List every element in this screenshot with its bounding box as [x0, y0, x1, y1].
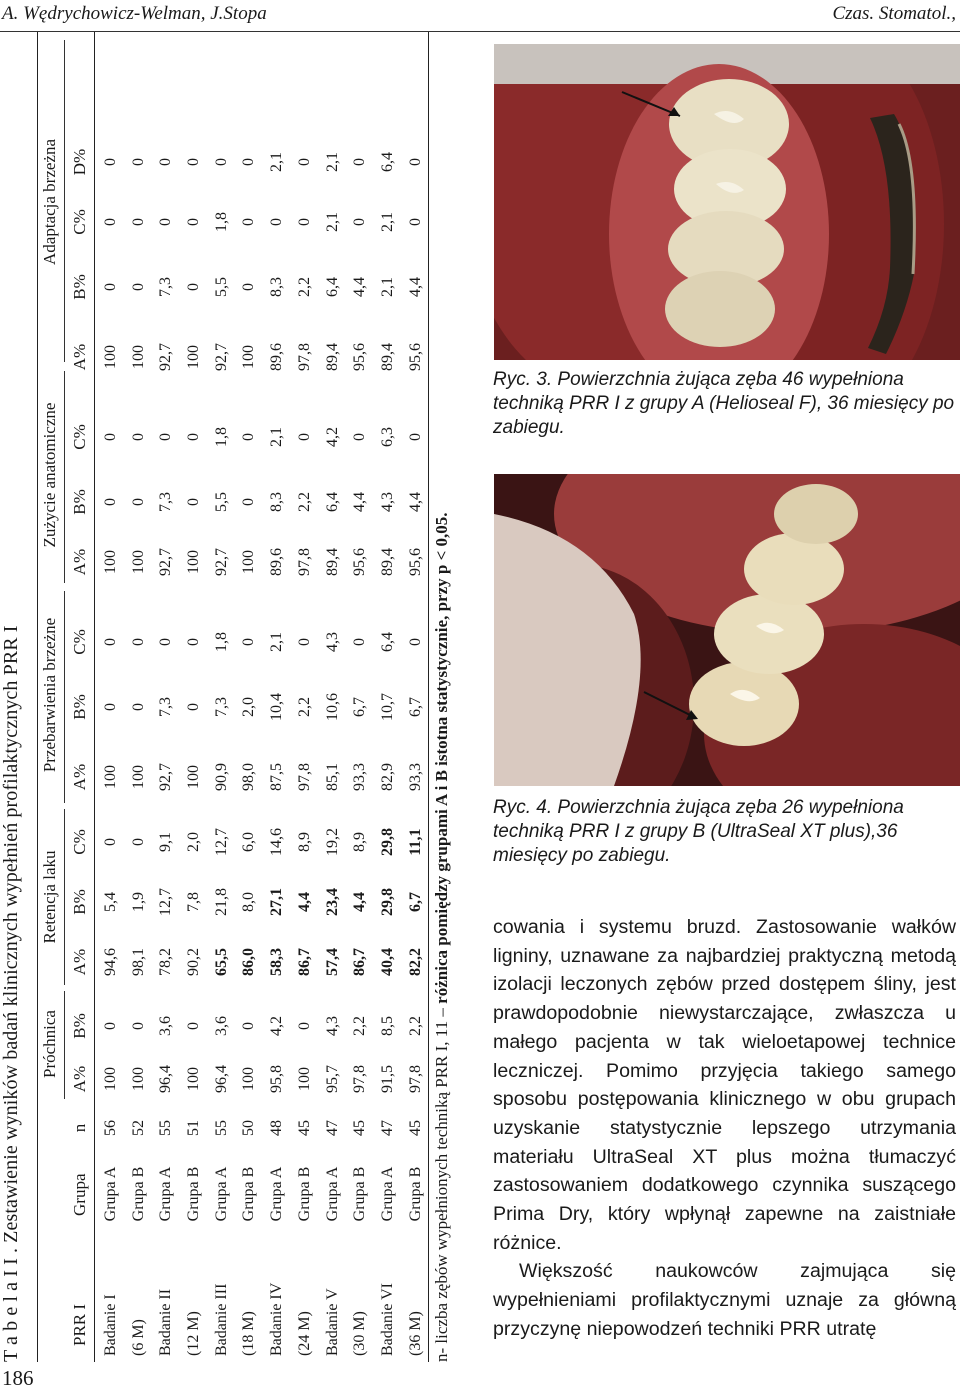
- figure-3-caption: Ryc. 3. Powierzchnia żująca zęba 46 wypełniona techniką PRR I z grupy A (Helioseal F), 36 miesięcy po zabiegu.: [493, 369, 955, 438]
- value-cell: 6,7: [406, 697, 424, 717]
- value-cell: 0: [268, 218, 286, 226]
- group-cell: Grupa A: [323, 1166, 341, 1222]
- tooth-crown: [774, 484, 858, 544]
- clinical-photo-tooth-26-image: [494, 474, 960, 786]
- value-cell: 97,8: [295, 343, 313, 371]
- study-cell: Badanie II: [157, 1288, 175, 1356]
- n-cell: 50: [240, 1120, 258, 1136]
- value-cell: 0: [240, 283, 258, 291]
- value-cell: 3,6: [212, 1016, 230, 1036]
- value-cell: 29,8: [378, 888, 396, 916]
- value-cell: 0: [406, 638, 424, 646]
- value-cell: 100: [102, 765, 119, 789]
- group-cell: Grupa A: [378, 1166, 396, 1222]
- table-row: [291, 32, 319, 1362]
- value-cell: 0: [185, 158, 203, 166]
- clinical-photo-tooth-46: [494, 44, 960, 360]
- n-cell: 48: [268, 1120, 286, 1136]
- value-cell: 90,9: [212, 763, 230, 791]
- value-cell: 0: [295, 158, 313, 166]
- value-cell: 92,7: [212, 548, 230, 576]
- table-row: [152, 32, 180, 1362]
- study-cell: Badanie I: [102, 1294, 119, 1356]
- value-cell: 95,7: [323, 1065, 341, 1093]
- category-header-adaptation: Adaptacja brzeżna: [40, 139, 59, 265]
- value-cell: 8,0: [240, 892, 258, 912]
- value-cell: 100: [129, 765, 147, 789]
- value-cell: 7,8: [185, 892, 203, 912]
- value-cell: 1,8: [212, 427, 230, 447]
- n-cell: 52: [129, 1120, 147, 1136]
- value-cell: 11,1: [406, 828, 424, 856]
- group-cell: Grupa B: [129, 1166, 147, 1222]
- study-cell: (36 M): [406, 1311, 424, 1356]
- figure-4-caption: Ryc. 4. Powierzchnia żująca zęba 26 wypełniona techniką PRR I z grupy B (UltraSeal XT plus),36 miesięcy po zabiegu.: [493, 797, 904, 866]
- value-cell: 6,0: [240, 832, 258, 852]
- value-cell: 0: [102, 433, 119, 441]
- value-cell: 0: [295, 218, 313, 226]
- value-cell: 100: [185, 550, 203, 574]
- value-cell: 29,8: [378, 828, 396, 856]
- value-cell: 100: [129, 550, 147, 574]
- value-cell: 100: [240, 550, 258, 574]
- value-cell: 0: [295, 1022, 313, 1030]
- value-cell: 4,2: [268, 1016, 286, 1036]
- value-cell: 86,0: [240, 948, 258, 976]
- value-cell: 93,3: [351, 763, 369, 791]
- value-cell: 95,6: [406, 343, 424, 371]
- value-cell: 0: [406, 218, 424, 226]
- value-cell: 0: [129, 638, 147, 646]
- value-cell: 5,4: [102, 892, 119, 912]
- value-cell: 0: [102, 498, 119, 506]
- value-cell: 0: [129, 703, 147, 711]
- n-cell: 45: [295, 1120, 313, 1136]
- value-cell: 7,3: [157, 492, 175, 512]
- value-cell: 0: [129, 1022, 147, 1030]
- value-cell: 95,6: [351, 548, 369, 576]
- value-cell: 100: [129, 1067, 147, 1091]
- value-cell: 97,8: [406, 1065, 424, 1093]
- value-cell: 2,2: [295, 277, 313, 297]
- table-bottom-rule: [428, 32, 429, 1362]
- category-header-discoloration: Przebarwienia brzeżne: [40, 617, 59, 773]
- tooth-crown: [665, 271, 775, 347]
- group-cell: Grupa A: [157, 1166, 175, 1222]
- value-cell: 97,8: [351, 1065, 369, 1093]
- value-cell: 89,4: [378, 343, 396, 371]
- value-cell: 96,4: [212, 1065, 230, 1093]
- value-cell: 95,8: [268, 1065, 286, 1093]
- value-cell: 0: [406, 158, 424, 166]
- category-rule: [64, 591, 65, 803]
- value-cell: 87,5: [268, 763, 286, 791]
- value-cell: 2,1: [268, 152, 286, 172]
- value-cell: 98,0: [240, 763, 258, 791]
- study-cell: Badanie IV: [268, 1282, 286, 1356]
- value-cell: 2,2: [406, 1016, 424, 1036]
- group-cell: Grupa B: [406, 1166, 424, 1222]
- n-cell: 45: [351, 1120, 369, 1136]
- study-cell: (24 M): [295, 1311, 313, 1356]
- sub-header-cell: B%: [70, 274, 89, 300]
- value-cell: 2,1: [378, 277, 396, 297]
- table-caption: T a b e l a I I . Zestawienie wyników badań klinicznych wypełnień profilaktycznych PRR I: [0, 625, 22, 1362]
- value-cell: 89,4: [323, 343, 341, 371]
- value-cell: 100: [185, 345, 203, 369]
- value-cell: 2,1: [378, 212, 396, 232]
- value-cell: 8,9: [295, 832, 313, 852]
- value-cell: 0: [102, 218, 119, 226]
- category-header-wear: Zużycie anatomiczne: [40, 402, 59, 548]
- n-cell: 47: [323, 1120, 341, 1136]
- value-cell: 90,2: [185, 948, 203, 976]
- clinical-photo-tooth-26: [494, 474, 960, 786]
- value-cell: 0: [129, 283, 147, 291]
- value-cell: 0: [185, 1022, 203, 1030]
- value-cell: 3,6: [157, 1016, 175, 1036]
- running-header-journal: Czas. Stomatol.,: [832, 3, 956, 24]
- value-cell: 4,2: [323, 427, 341, 447]
- value-cell: 0: [129, 838, 147, 846]
- value-cell: 89,4: [378, 548, 396, 576]
- category-rule: [64, 40, 65, 362]
- value-cell: 4,4: [351, 277, 369, 297]
- value-cell: 0: [129, 158, 147, 166]
- value-cell: 96,4: [157, 1065, 175, 1093]
- value-cell: 98,1: [129, 948, 147, 976]
- category-rule: [64, 809, 65, 985]
- n-cell: 55: [212, 1120, 230, 1136]
- value-cell: 0: [157, 638, 175, 646]
- value-cell: 1,9: [129, 892, 147, 912]
- value-cell: 7,3: [212, 697, 230, 717]
- study-cell: (6 M): [129, 1319, 147, 1356]
- value-cell: 0: [102, 703, 119, 711]
- col-header-n: n: [70, 1123, 89, 1133]
- value-cell: 0: [240, 498, 258, 506]
- value-cell: 65,5: [212, 948, 230, 976]
- value-cell: 27,1: [268, 888, 286, 916]
- value-cell: 9,1: [157, 832, 175, 852]
- value-cell: 0: [240, 638, 258, 646]
- table-row: [180, 32, 208, 1362]
- value-cell: 0: [185, 283, 203, 291]
- category-rule: [64, 371, 65, 583]
- group-cell: Grupa B: [351, 1166, 369, 1222]
- value-cell: 2,2: [295, 492, 313, 512]
- value-cell: 100: [240, 1067, 258, 1091]
- value-cell: 100: [102, 345, 119, 369]
- value-cell: 4,4: [351, 492, 369, 512]
- table-row: [346, 32, 374, 1362]
- value-cell: 100: [185, 1067, 203, 1091]
- sub-header-cell: B%: [70, 489, 89, 515]
- value-cell: 14,6: [268, 828, 286, 856]
- value-cell: 6,4: [378, 632, 396, 652]
- clinical-photo-tooth-46-image: [494, 44, 960, 360]
- value-cell: 0: [240, 158, 258, 166]
- n-cell: 51: [185, 1120, 203, 1136]
- value-cell: 92,7: [212, 343, 230, 371]
- value-cell: 85,1: [323, 763, 341, 791]
- value-cell: 92,7: [157, 343, 175, 371]
- value-cell: 0: [157, 433, 175, 441]
- value-cell: 0: [129, 433, 147, 441]
- category-header-caries: Próchnica: [40, 1010, 59, 1078]
- value-cell: 0: [129, 218, 147, 226]
- tooth-crown: [714, 594, 824, 674]
- sub-header-cell: C%: [70, 209, 89, 235]
- value-cell: 2,1: [323, 152, 341, 172]
- value-cell: 86,7: [295, 948, 313, 976]
- value-cell: 0: [185, 638, 203, 646]
- value-cell: 0: [351, 638, 369, 646]
- group-cell: Grupa A: [268, 1166, 286, 1222]
- value-cell: 0: [102, 638, 119, 646]
- sub-header-cell: A%: [70, 948, 89, 976]
- table-row: [319, 32, 347, 1362]
- running-header-authors: A. Wędrychowicz-Welman, J.Stopa: [2, 3, 267, 24]
- table-row: [235, 32, 263, 1362]
- value-cell: 82,2: [406, 948, 424, 976]
- tooth-crown: [744, 533, 844, 605]
- value-cell: 0: [351, 433, 369, 441]
- table-row: [402, 32, 430, 1362]
- value-cell: 6,4: [323, 277, 341, 297]
- body-paragraph: cowania i systemu bruzd. Zastosowanie wałków ligniny, uznawane za najbardziej praktyczną metodą izolacji leczonych zębów przed dostępem śliny, jest prawdopodobnie niewystarczające, zwłaszcza u małego pacjenta w tak wieloetapowej technice leczniczej. Pomimo przyjęcia takiego samego sposobu postępowania klinicznego w obu grupach uzyskanie statystycznie lepszego utrzymania materiału UltraSeal XT plus można tłumaczyć zastosowaniem dodatkowego czynnika suszącego Prima Dry, który wpłynął zapewne na zaistniałe różnice.: [493, 916, 956, 1254]
- col-header-group: Grupa: [70, 1173, 89, 1216]
- category-header-retention: Retencja laku: [40, 850, 59, 944]
- value-cell: 5,5: [212, 492, 230, 512]
- group-cell: Grupa A: [102, 1166, 119, 1222]
- value-cell: 0: [295, 433, 313, 441]
- value-cell: 100: [295, 1067, 313, 1091]
- value-cell: 4,3: [323, 1016, 341, 1036]
- value-cell: 86,7: [351, 948, 369, 976]
- value-cell: 2,1: [268, 632, 286, 652]
- value-cell: 2,0: [185, 832, 203, 852]
- value-cell: 94,6: [102, 948, 119, 976]
- value-cell: 6,4: [323, 492, 341, 512]
- value-cell: 10,7: [378, 693, 396, 721]
- study-cell: (18 M): [240, 1311, 258, 1356]
- value-cell: 82,9: [378, 763, 396, 791]
- value-cell: 89,6: [268, 343, 286, 371]
- table-top-rule: [37, 32, 38, 1362]
- page-number: 186: [2, 1366, 34, 1390]
- sub-header-cell: A%: [70, 763, 89, 791]
- value-cell: 0: [157, 158, 175, 166]
- sub-header-cell: C%: [70, 829, 89, 855]
- value-cell: 0: [129, 498, 147, 506]
- n-cell: 56: [102, 1120, 119, 1136]
- value-cell: 97,8: [295, 548, 313, 576]
- value-cell: 7,3: [157, 697, 175, 717]
- value-cell: 7,3: [157, 277, 175, 297]
- n-cell: 45: [406, 1120, 424, 1136]
- value-cell: 0: [157, 218, 175, 226]
- sub-header-cell: A%: [70, 1065, 89, 1093]
- value-cell: 0: [185, 433, 203, 441]
- value-cell: 6,7: [351, 697, 369, 717]
- study-cell: Badanie V: [323, 1288, 341, 1356]
- value-cell: 0: [351, 158, 369, 166]
- table-body: [97, 32, 429, 1362]
- table-row: [97, 32, 125, 1362]
- study-cell: (30 M): [351, 1311, 369, 1356]
- value-cell: 0: [185, 703, 203, 711]
- value-cell: 40,4: [378, 948, 396, 976]
- table-footnote: [432, 32, 452, 1362]
- value-cell: 95,6: [406, 548, 424, 576]
- value-cell: 6,4: [378, 152, 396, 172]
- value-cell: 8,3: [268, 277, 286, 297]
- value-cell: 6,7: [406, 892, 424, 912]
- value-cell: 12,7: [212, 828, 230, 856]
- sub-header-cell: D%: [70, 148, 89, 176]
- value-cell: 4,3: [378, 492, 396, 512]
- value-cell: 2,2: [295, 697, 313, 717]
- value-cell: 19,2: [323, 828, 341, 856]
- footnote-bold: różnica pomiędzy grupami A i B istotna statystycznie, przy p < 0,05.: [432, 512, 451, 1004]
- value-cell: 0: [185, 218, 203, 226]
- sub-header-cell: B%: [70, 889, 89, 915]
- tooth-crown: [689, 662, 799, 746]
- group-cell: Grupa B: [240, 1166, 258, 1222]
- value-cell: 4,4: [295, 892, 313, 912]
- value-cell: 2,1: [268, 427, 286, 447]
- value-cell: 8,9: [351, 832, 369, 852]
- value-cell: 0: [212, 158, 230, 166]
- table-row: [374, 32, 402, 1362]
- table-row: [263, 32, 291, 1362]
- value-cell: 100: [240, 345, 258, 369]
- sub-header-cell: C%: [70, 424, 89, 450]
- body-paragraph: Większość naukowców zajmująca się wypełnieniami profilaktycznymi uznaje za główną przyczynę niepowodzeń techniki PRR utratę: [493, 1260, 956, 1340]
- value-cell: 4,4: [406, 492, 424, 512]
- value-cell: 12,7: [157, 888, 175, 916]
- value-cell: 100: [102, 550, 119, 574]
- col-header-prr: PRR I: [70, 1303, 89, 1346]
- value-cell: 21,8: [212, 888, 230, 916]
- sub-header-cell: B%: [70, 1013, 89, 1039]
- sub-header-cell: A%: [70, 548, 89, 576]
- value-cell: 4,4: [406, 277, 424, 297]
- value-cell: 5,5: [212, 277, 230, 297]
- value-cell: 4,3: [323, 632, 341, 652]
- value-cell: 89,6: [268, 548, 286, 576]
- value-cell: 58,3: [268, 948, 286, 976]
- group-cell: Grupa A: [212, 1166, 230, 1222]
- table-row: [125, 32, 153, 1362]
- value-cell: 2,0: [240, 697, 258, 717]
- sub-header-cell: A%: [70, 343, 89, 371]
- value-cell: 91,5: [378, 1065, 396, 1093]
- value-cell: 10,6: [323, 693, 341, 721]
- value-cell: 57,4: [323, 948, 341, 976]
- group-cell: Grupa B: [185, 1166, 203, 1222]
- sub-header-cell: C%: [70, 629, 89, 655]
- value-cell: 92,7: [157, 548, 175, 576]
- value-cell: 100: [185, 765, 203, 789]
- value-cell: 8,5: [378, 1016, 396, 1036]
- value-cell: 2,1: [323, 212, 341, 232]
- value-cell: 0: [240, 218, 258, 226]
- value-cell: 6,3: [378, 427, 396, 447]
- value-cell: 0: [295, 638, 313, 646]
- n-cell: 47: [378, 1120, 396, 1136]
- n-cell: 55: [157, 1120, 175, 1136]
- value-cell: 8,3: [268, 492, 286, 512]
- value-cell: 100: [129, 345, 147, 369]
- value-cell: 0: [102, 1022, 119, 1030]
- sub-header-cell: B%: [70, 694, 89, 720]
- value-cell: 0: [102, 838, 119, 846]
- value-cell: 0: [240, 1022, 258, 1030]
- value-cell: 0: [102, 283, 119, 291]
- article-body: [493, 913, 956, 1344]
- value-cell: 78,2: [157, 948, 175, 976]
- category-rule: [64, 991, 65, 1099]
- table-header-rule: [94, 32, 95, 1362]
- value-cell: 23,4: [323, 888, 341, 916]
- value-cell: 97,8: [295, 763, 313, 791]
- value-cell: 10,4: [268, 693, 286, 721]
- value-cell: 0: [240, 433, 258, 441]
- study-cell: Badanie III: [212, 1283, 230, 1356]
- results-table: [0, 32, 500, 1362]
- value-cell: 100: [102, 1067, 119, 1091]
- table-row: [208, 32, 236, 1362]
- value-cell: 2,2: [351, 1016, 369, 1036]
- value-cell: 89,4: [323, 548, 341, 576]
- value-cell: 1,8: [212, 212, 230, 232]
- value-cell: 0: [102, 158, 119, 166]
- group-cell: Grupa B: [295, 1166, 313, 1222]
- study-cell: Badanie VI: [378, 1282, 396, 1356]
- footnote-plain: n- liczba zębów wypełnionych techniką PRR I, 11 –: [432, 1003, 451, 1362]
- value-cell: 92,7: [157, 763, 175, 791]
- value-cell: 1,8: [212, 632, 230, 652]
- value-cell: 0: [351, 218, 369, 226]
- value-cell: 0: [185, 498, 203, 506]
- value-cell: 93,3: [406, 763, 424, 791]
- value-cell: 4,4: [351, 892, 369, 912]
- study-cell: (12 M): [185, 1311, 203, 1356]
- value-cell: 0: [406, 433, 424, 441]
- value-cell: 95,6: [351, 343, 369, 371]
